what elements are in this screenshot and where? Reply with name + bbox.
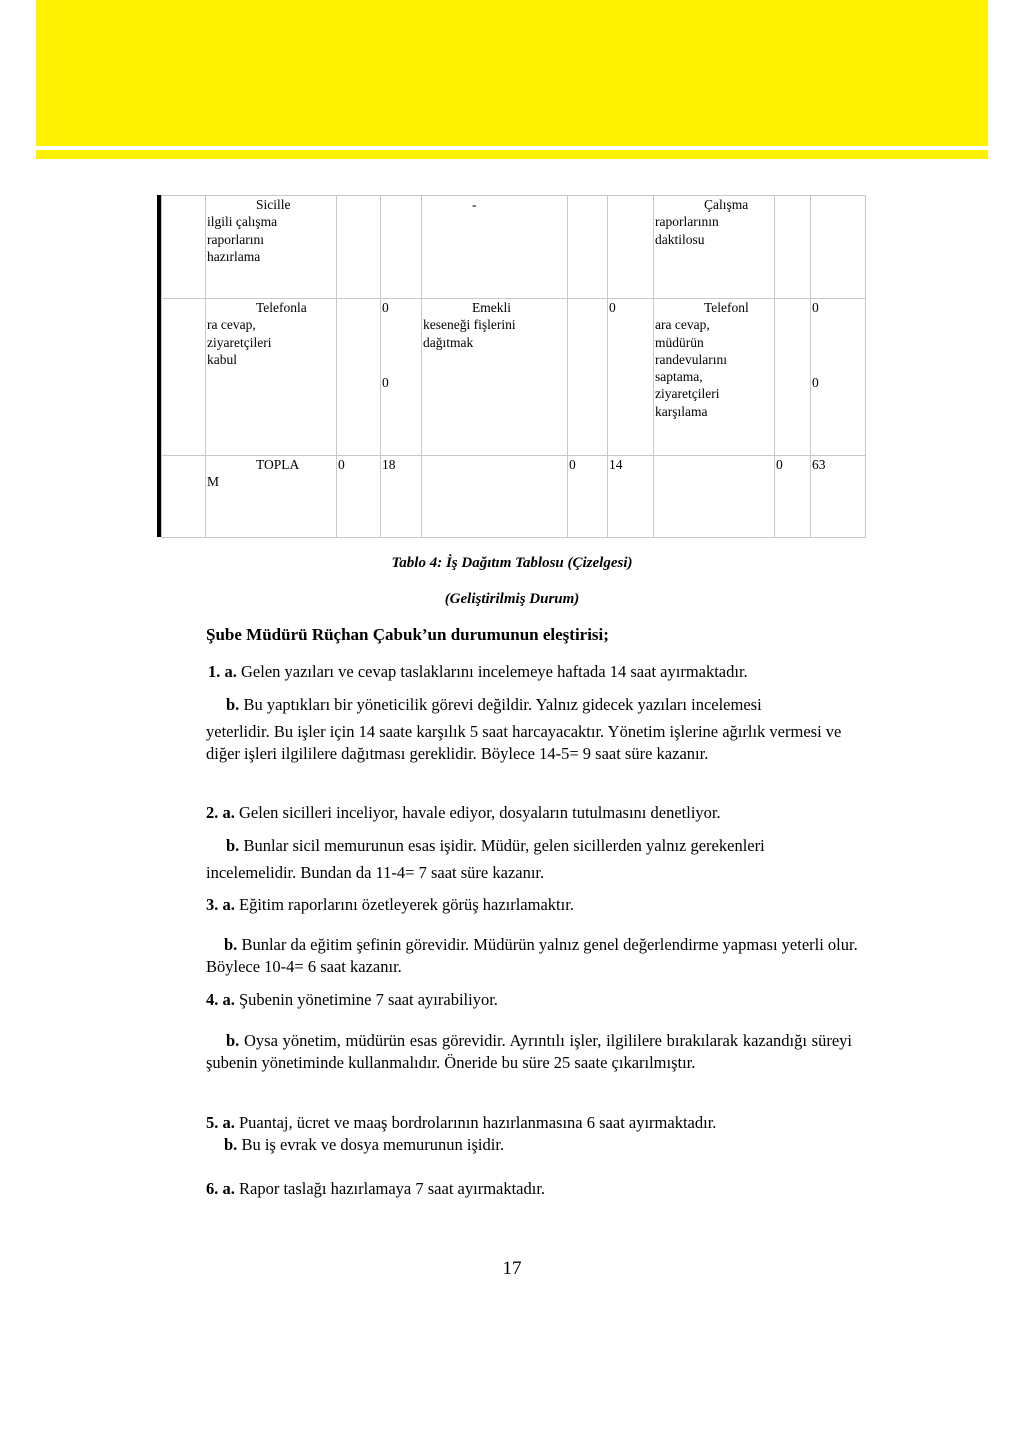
table-cell <box>654 196 775 299</box>
table-cell <box>337 456 381 538</box>
table-row <box>162 299 866 456</box>
hours-value: 0 <box>812 300 819 315</box>
table-cell <box>568 456 608 538</box>
item-4b: b. Oysa yönetim, müdürün esas görevidir. Ayrıntılı işler, ilgililere bırakılarak kazandığı süreyi şubenin yönetiminde kullanmalıdır. Öneride bu süre 25 saate çıkarılmıştır. <box>206 1031 852 1072</box>
page-number: 17 <box>502 1258 522 1279</box>
item-2a: 2. a. Gelen sicilleri inceliyor, havale ediyor, dosyaların tutulmasını denetliyor. <box>206 803 721 822</box>
item-5b: b. Bu iş evrak ve dosya memurunun işidir. <box>224 1135 505 1154</box>
hours-cell <box>382 299 421 392</box>
table-cell <box>775 299 811 456</box>
table-cell <box>608 456 654 538</box>
table-cell <box>568 299 608 456</box>
table-cell <box>422 456 568 538</box>
hours-cell: 63 <box>812 457 826 472</box>
task-cell: Çalışma raporlarının daktilosu <box>655 197 749 247</box>
item-4a: 4. a. Şubenin yönetimine 7 saat ayırabiliyor. <box>206 990 498 1009</box>
item-3a: 3. a. Eğitim raporlarını özetleyerek görüş hazırlamaktır. <box>206 895 574 914</box>
header-banner <box>36 0 988 146</box>
hours-cell: 0 <box>569 457 576 472</box>
table-cell <box>422 299 568 456</box>
table-cell <box>381 299 422 456</box>
task-cell: Sicille ilgili çalışma raporlarını hazırlama <box>207 197 291 264</box>
table-cell <box>654 299 775 456</box>
hours-cell: 14 <box>609 457 623 472</box>
item-5a: 5. a. Puantaj, ücret ve maaş bordrolarının hazırlanmasına 6 saat ayırmaktadır. <box>206 1113 717 1132</box>
item-6a: 6. a. Rapor taslağı hazırlamaya 7 saat ayırmaktadır. <box>206 1179 546 1198</box>
hours-value: 0 <box>382 300 389 315</box>
table-cell <box>775 456 811 538</box>
table-cell <box>811 299 866 456</box>
table-cell <box>162 196 206 299</box>
table-row <box>162 196 866 299</box>
table-row <box>162 456 866 538</box>
hours-value: 0 <box>382 375 389 391</box>
task-cell: Emekli keseneği fişlerini dağıtmak <box>423 300 516 350</box>
table-cell <box>568 196 608 299</box>
table-cell <box>811 456 866 538</box>
item-1a: 1. a. Gelen yazıları ve cevap taslaklarını incelemeye haftada 14 saat ayırmaktadır. <box>208 662 748 681</box>
hours-cell: 0 <box>609 300 616 315</box>
table-cell <box>337 299 381 456</box>
task-cell: - <box>472 197 477 212</box>
table-cell <box>775 196 811 299</box>
table-cell <box>206 196 337 299</box>
table-cell <box>608 196 654 299</box>
table-cell <box>206 299 337 456</box>
table-cell <box>162 456 206 538</box>
total-label: TOPLA M <box>207 457 300 490</box>
hours-cell: 18 <box>382 457 396 472</box>
table-cell <box>811 196 866 299</box>
table-cell <box>422 196 568 299</box>
table-cell <box>337 196 381 299</box>
table-subcaption: (Geliştirilmiş Durum) <box>444 591 580 607</box>
task-cell: Telefonla ra cevap, ziyaretçileri kabul <box>207 300 307 367</box>
hours-cell: 0 <box>338 457 345 472</box>
table-cell <box>654 456 775 538</box>
item-2b: b. Bunlar sicil memurunun esas işidir. Müdür, gelen sicillerden yalnız gerekenleri incelemelidir. Bundan da 11-4= 7 saat süre kazanır. <box>206 836 765 882</box>
work-distribution-table <box>161 195 866 538</box>
hours-cell: 0 <box>776 457 783 472</box>
table-cell <box>381 196 422 299</box>
hours-cell <box>812 299 865 392</box>
section-heading: Şube Müdürü Rüçhan Çabuk’un durumunun eleştirisi; <box>206 625 609 644</box>
table-cell <box>162 299 206 456</box>
table-cell <box>206 456 337 538</box>
hours-value: 0 <box>812 375 819 391</box>
header-rule <box>36 150 988 159</box>
item-3b: b. Bunlar da eğitim şefinin görevidir. Müdürün yalnız genel değerlendirme yapması yeterli olur. Böylece 10-4= 6 saat kazanır. <box>206 935 858 976</box>
task-cell: Telefonl ara cevap, müdürün randevularını saptama, ziyaretçileri karşılama <box>655 300 749 419</box>
table-cell <box>381 456 422 538</box>
table-caption: Tablo 4: İş Dağıtım Tablosu (Çizelgesi) <box>391 555 633 571</box>
item-1b: b. Bu yaptıkları bir yöneticilik görevi değildir. Yalnız gidecek yazıları incelemesi yeterlidir. Bu işler için 14 saate karşılık 5 saat harcayacaktır. Yönetim işlerine ağırlık vermesi ve diğer işleri ilgililere dağıtması gereklidir. Böylece 14-5= 9 saat süre kazanır. <box>206 695 842 763</box>
table-cell <box>608 299 654 456</box>
